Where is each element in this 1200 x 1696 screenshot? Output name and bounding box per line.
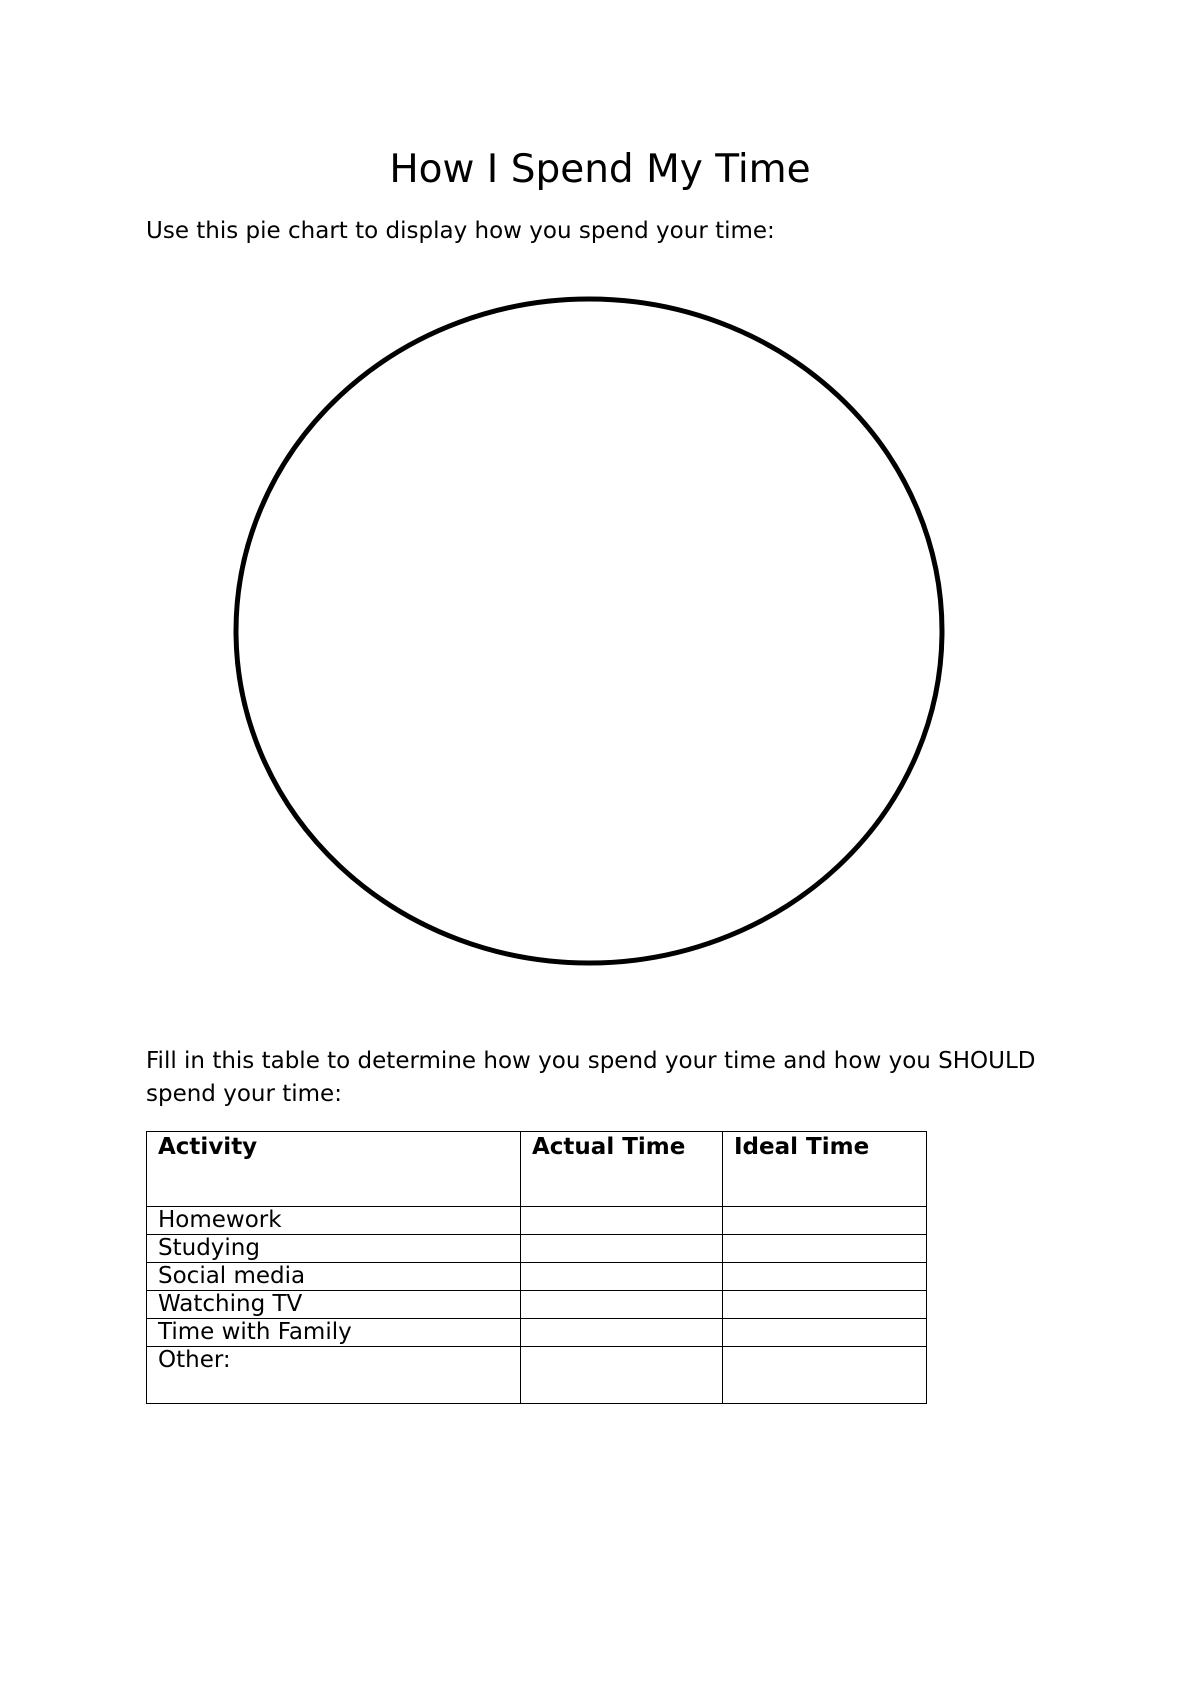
column-header-actual-time: Actual Time [521,1132,723,1207]
activity-cell: Watching TV [147,1291,521,1319]
activity-cell: Social media [147,1263,521,1291]
ideal-time-cell[interactable] [723,1235,927,1263]
activity-cell: Other: [147,1347,521,1404]
page-title: How I Spend My Time [389,147,811,192]
activity-cell: Time with Family [147,1319,521,1347]
table-header-row [147,1132,927,1207]
table-row [147,1263,927,1291]
ideal-time-cell[interactable] [723,1263,927,1291]
table-row [147,1347,927,1404]
ideal-time-cell[interactable] [723,1347,927,1404]
table-row [147,1235,927,1263]
pie-chart-instruction: Use this pie chart to display how you spend your time: [146,218,775,244]
actual-time-cell[interactable] [521,1291,723,1319]
ideal-time-cell[interactable] [723,1291,927,1319]
actual-time-cell[interactable] [521,1319,723,1347]
table-row [147,1207,927,1235]
actual-time-cell[interactable] [521,1347,723,1404]
blank-pie-chart-circle[interactable] [232,295,946,967]
activity-cell: Homework [147,1207,521,1235]
table-row [147,1291,927,1319]
table-instruction: Fill in this table to determine how you spend your time and how you SHOULD spend your time: [146,1048,1036,1107]
actual-time-cell[interactable] [521,1263,723,1291]
column-header-ideal-time: Ideal Time [723,1132,927,1207]
table-row [147,1319,927,1347]
actual-time-cell[interactable] [521,1207,723,1235]
time-table [146,1131,927,1404]
ideal-time-cell[interactable] [723,1207,927,1235]
activity-cell: Studying [147,1235,521,1263]
actual-time-cell[interactable] [521,1235,723,1263]
column-header-activity: Activity [147,1132,521,1207]
ideal-time-cell[interactable] [723,1319,927,1347]
